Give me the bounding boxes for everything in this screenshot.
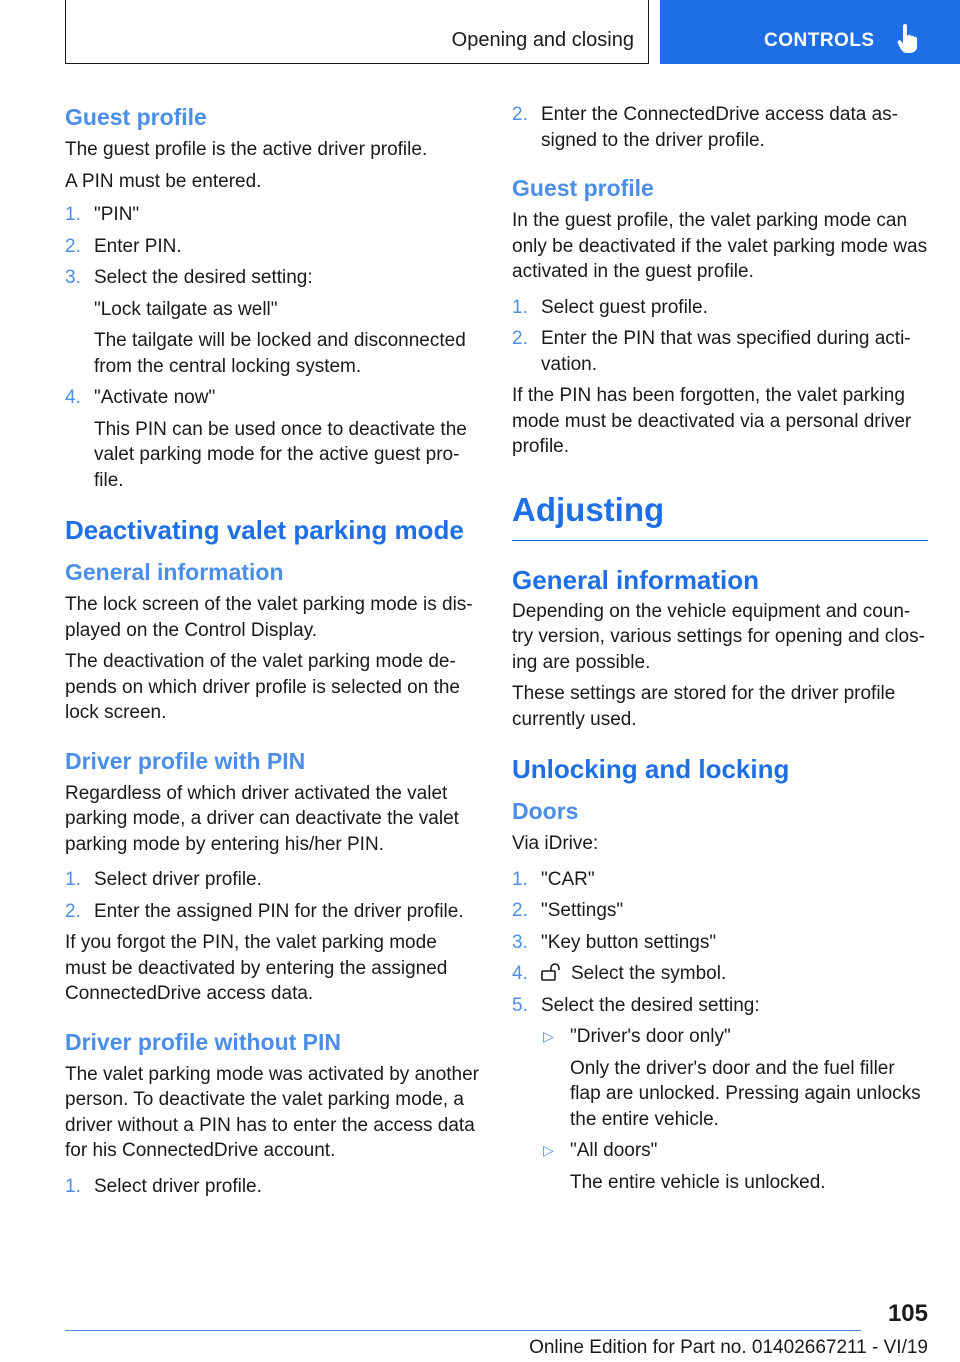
guest-steps-list bbox=[65, 202, 481, 493]
list-item: 2. "Settings" bbox=[512, 900, 624, 921]
paragraph: The guest profile is the active driver profile. bbox=[65, 139, 428, 160]
general-info-heading: General information bbox=[65, 559, 284, 585]
settings-options-list bbox=[541, 1024, 928, 1195]
hand-pointer-icon bbox=[896, 24, 920, 54]
right-column bbox=[512, 102, 928, 1201]
page-number: 105 bbox=[887, 1300, 928, 1327]
header-section-box bbox=[65, 0, 649, 64]
paragraph: The lock screen of the valet parking mode is dis‐played on the Control Display. bbox=[65, 594, 473, 641]
doors-steps-list bbox=[512, 867, 928, 1196]
paragraph: The valet parking mode was activated by another person. To deactivate the valet parking mode, a driver without a PIN has to enter the access data for his ConnectedDrive account. bbox=[65, 1063, 480, 1161]
list-item: 2. Enter the PIN that was specified during acti‐vation. bbox=[512, 328, 911, 375]
paragraph: If you forgot the PIN, the valet parking mode must be deactivated by entering the assigned ConnectedDrive access data. bbox=[65, 932, 448, 1004]
option-item: ▷ "All doors" The entire vehicle is unlocked. bbox=[541, 1138, 928, 1195]
driver-profile-with-pin-heading: Driver profile with PIN bbox=[65, 747, 306, 774]
guest-profile-heading: Guest profile bbox=[65, 104, 207, 130]
list-item: 2. Enter the assigned PIN for the driver profile. bbox=[65, 900, 464, 922]
list-item: 1. Select driver profile. bbox=[65, 869, 262, 890]
doors-heading: Doors bbox=[512, 798, 579, 824]
list-item: 4. Select the symbol. bbox=[512, 963, 727, 984]
list-item: 1. Select guest profile. bbox=[512, 296, 708, 318]
guest-steps-list bbox=[512, 295, 928, 378]
general-info-heading: General information bbox=[512, 564, 760, 595]
driver-profile-without-pin-heading: Driver profile without PIN bbox=[65, 1028, 342, 1055]
continued-steps-list bbox=[512, 102, 928, 153]
unlock-icon bbox=[541, 963, 563, 981]
unlocking-locking-heading: Unlocking and locking bbox=[512, 754, 790, 784]
option-desc: The entire vehicle is unlocked. bbox=[570, 1171, 826, 1193]
list-item: 5. Select the desired setting: ▷ "Driver's door only" Only the driver's door and the fuel filler flap are unlocked. Pressing again unlocks the entire vehicle. ▷ "All doors" The entire vehicle is unlocked. bbox=[512, 993, 928, 1196]
option-desc: Only the driver's door and the fuel filler flap are unlocked. Pressing again unlocks the entire vehicle. bbox=[570, 1057, 921, 1130]
list-item: 1. "CAR" bbox=[512, 868, 595, 890]
paragraph: Regardless of which driver activated the valet parking mode, a driver can deactivate the valet parking mode by entering his/her PIN. bbox=[65, 782, 459, 855]
list-item: 1. "PIN" bbox=[65, 204, 140, 225]
list-item: 4. "Activate now" This PIN can be used once to deactivate the valet parking mode for the active guest pro‐file. bbox=[65, 385, 481, 493]
paragraph: Depending on the vehicle equipment and coun‐try version, various settings for opening and clos‐ing are possible. bbox=[512, 600, 925, 673]
left-column bbox=[65, 102, 481, 1205]
deactivating-heading: Deactivating valet parking mode bbox=[65, 515, 464, 545]
adjusting-heading: Adjusting bbox=[512, 488, 928, 541]
list-item: 1. Select driver profile. bbox=[65, 1175, 262, 1197]
header-section-title: Opening and closing bbox=[451, 29, 634, 51]
paragraph: A PIN must be entered. bbox=[65, 170, 262, 192]
guest-profile-heading: Guest profile bbox=[512, 175, 654, 201]
paragraph: In the guest profile, the valet parking mode can only be deactivated if the valet parking mode was activated in the guest profile. bbox=[512, 210, 928, 282]
header-chapter-tab[interactable] bbox=[660, 0, 960, 64]
paragraph: Via iDrive: bbox=[512, 833, 599, 854]
footer-edition: Online Edition for Part no. 01402667211 - VI/19 bbox=[529, 1337, 928, 1358]
paragraph: These settings are stored for the driver profile currently used. bbox=[512, 683, 896, 730]
option-item: ▷ "Driver's door only" Only the driver's door and the fuel filler flap are unlocked. Pressing again unlocks the entire vehicle. bbox=[541, 1024, 928, 1132]
setting-name: "Lock tailgate as well" bbox=[94, 298, 278, 320]
list-item: 2. Enter PIN. bbox=[65, 235, 182, 257]
list-item: 3. "Key button settings" bbox=[512, 931, 717, 953]
step-desc: This PIN can be used once to deactivate the valet parking mode for the active guest pro‐file. bbox=[94, 418, 467, 491]
header-chapter-label: CONTROLS bbox=[764, 30, 875, 51]
triangle-bullet-icon: ▷ bbox=[543, 1142, 554, 1158]
setting-desc: The tailgate will be locked and disconnected from the central locking system. bbox=[94, 330, 466, 377]
triangle-bullet-icon: ▷ bbox=[543, 1028, 554, 1044]
paragraph: The deactivation of the valet parking mode de‐pends on which driver profile is selected on the lock screen. bbox=[65, 651, 461, 723]
list-item: 2. Enter the ConnectedDrive access data as‐signed to the driver profile. bbox=[512, 104, 898, 151]
footer-divider bbox=[65, 1330, 861, 1331]
list-item: 3. Select the desired setting: "Lock tailgate as well" The tailgate will be locked and disconnected from the central locking system. bbox=[65, 265, 481, 379]
without-pin-steps-list bbox=[65, 1174, 481, 1200]
with-pin-steps-list bbox=[65, 867, 481, 924]
paragraph: If the PIN has been forgotten, the valet parking mode must be deactivated via a personal driver profile. bbox=[512, 385, 912, 457]
